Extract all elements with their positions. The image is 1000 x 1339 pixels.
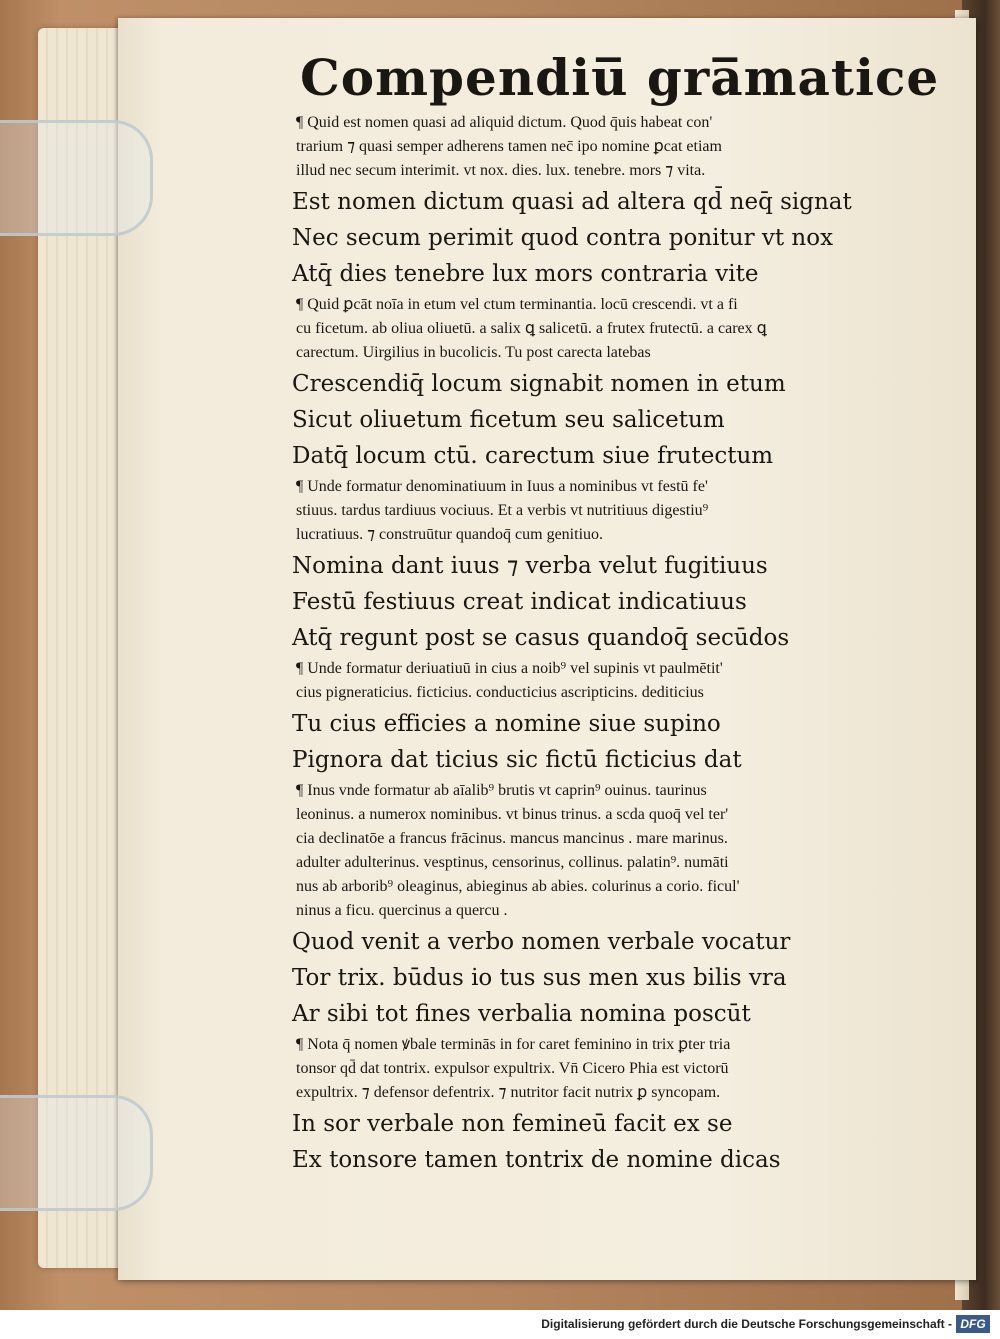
prose-line: leoninus. a numerox nominibus. vt binus trinus. a scda quoq̄ vel ter' — [296, 806, 729, 823]
verse-line: In sor verbale non femineū facit ex se — [292, 1111, 733, 1137]
prose-line: cius pigneraticius. ficticius. conducticius ascripticins. dediticius — [296, 684, 704, 701]
verse-line: Nomina dant iuus ⁊ verba velut fugitiuus — [292, 553, 768, 579]
prose-line: ninus a ficu. quercinus a quercu . — [296, 902, 508, 919]
verse-line: Pignora dat ticius sic fictū ficticius dat — [292, 747, 742, 773]
verse-line: Sicut oliuetum ficetum seu salicetum — [292, 407, 725, 433]
verse-line: Festū festiuus creat indicat indicatiuus — [292, 589, 747, 615]
footer-bar — [0, 1310, 1000, 1339]
verse-line: Tor trix. būdus io tus sus men xus bilis vra — [292, 965, 787, 991]
verse-line: Datq̄ locum ctū. carectum siue frutectum — [292, 443, 774, 469]
prose-line: lucratiuus. ⁊ construūtur quandoq̄ cum genitiuo. — [296, 526, 604, 543]
funding-credit: Digitalisierung gefördert durch die Deutsche Forschungsgemeinschaft - — [541, 1317, 952, 1331]
prose-line: illud nec secum interimit. vt nox. dies. lux. tenebre. mors ⁊ vita. — [296, 162, 706, 179]
prose-line: trarium ⁊ quasi semper adherens tamen nec̄ ipo nomine ꝑcat etiam — [296, 138, 722, 155]
prose-line: cia declinatōe a francus frācinus. mancus mancinus . mare marinus. — [296, 830, 728, 847]
verse-line: Ar sibi tot fines verbalia nomina poscūt — [292, 1001, 751, 1027]
verse-line: Tu cius efficies a nomine siue supino — [292, 711, 721, 737]
verse-line: Crescendiq̄ locum signabit nomen in etum — [292, 371, 786, 397]
page-text — [282, 48, 942, 1181]
prose-line: ¶ Unde formatur deriuatiuū in cius a noib⁹ vel supinis vt paulmētit' — [296, 660, 723, 677]
verse-line: Est nomen dictum quasi ad altera qd̄ neq̄ signat — [292, 189, 852, 215]
prose-line: ¶ Quid ꝑcāt noīa in etum vel ctum terminantia. locū crescendi. vt a fi — [296, 296, 738, 313]
prose-line: expultrix. ⁊ defensor defentrix. ⁊ nutritor facit nutrix ꝑ syncopam. — [296, 1084, 721, 1101]
prose-line: stiuus. tardus tardiuus vociuus. Et a verbis vt nutritiuus digestiu⁹ — [296, 502, 709, 519]
page-clip-bottom — [0, 1095, 153, 1211]
verse-line: Atq̄ dies tenebre lux mors contraria vite — [292, 261, 759, 287]
page-title: Compendiu̅ gra̅matice — [300, 48, 940, 107]
verse-line: Ex tonsore tamen tontrix de nomine dicas — [292, 1147, 781, 1173]
text-lines — [282, 113, 942, 1175]
page-clip-top — [0, 120, 153, 236]
prose-line: tonsor qd̄ dat tontrix. expulsor expultrix. Vn̄ Cicero Phia est victorū — [296, 1060, 729, 1077]
prose-line: ¶ Inus vnde formatur ab aīalib⁹ brutis vt caprin⁹ ouinus. taurinus — [296, 782, 707, 799]
prose-line: ¶ Unde formatur denominatiuum in Iuus a nominibus vt festū fe' — [296, 478, 708, 495]
prose-line: ¶ Nota q̄ nomen ꝟbale terminās in for caret feminino in trix ꝑter tria — [296, 1036, 731, 1053]
prose-line: carectum. Uirgilius in bucolicis. Tu post carecta latebas — [296, 344, 651, 361]
prose-line: ¶ Quid est nomen quasi ad aliquid dictum. Quod q̄uis habeat con' — [296, 114, 713, 131]
dfg-logo: DFG — [956, 1315, 990, 1333]
prose-line: nus ab arborib⁹ oleaginus, abieginus ab abies. colurinus a corio. ficul' — [296, 878, 740, 895]
verse-line: Atq̄ regunt post se casus quandoq̄ secūdos — [292, 625, 790, 651]
verse-line: Nec secum perimit quod contra ponitur vt nox — [292, 225, 834, 251]
prose-line: adulter adulterinus. vesptinus, censorinus, collinus. palatin⁹. numāti — [296, 854, 729, 871]
prose-line: cu ficetum. ab oliua oliuetū. a salix ꝗ salicetū. a frutex frutectū. a carex ꝗ — [296, 320, 767, 337]
verse-line: Quod venit a verbo nomen verbale vocatur — [292, 929, 791, 955]
